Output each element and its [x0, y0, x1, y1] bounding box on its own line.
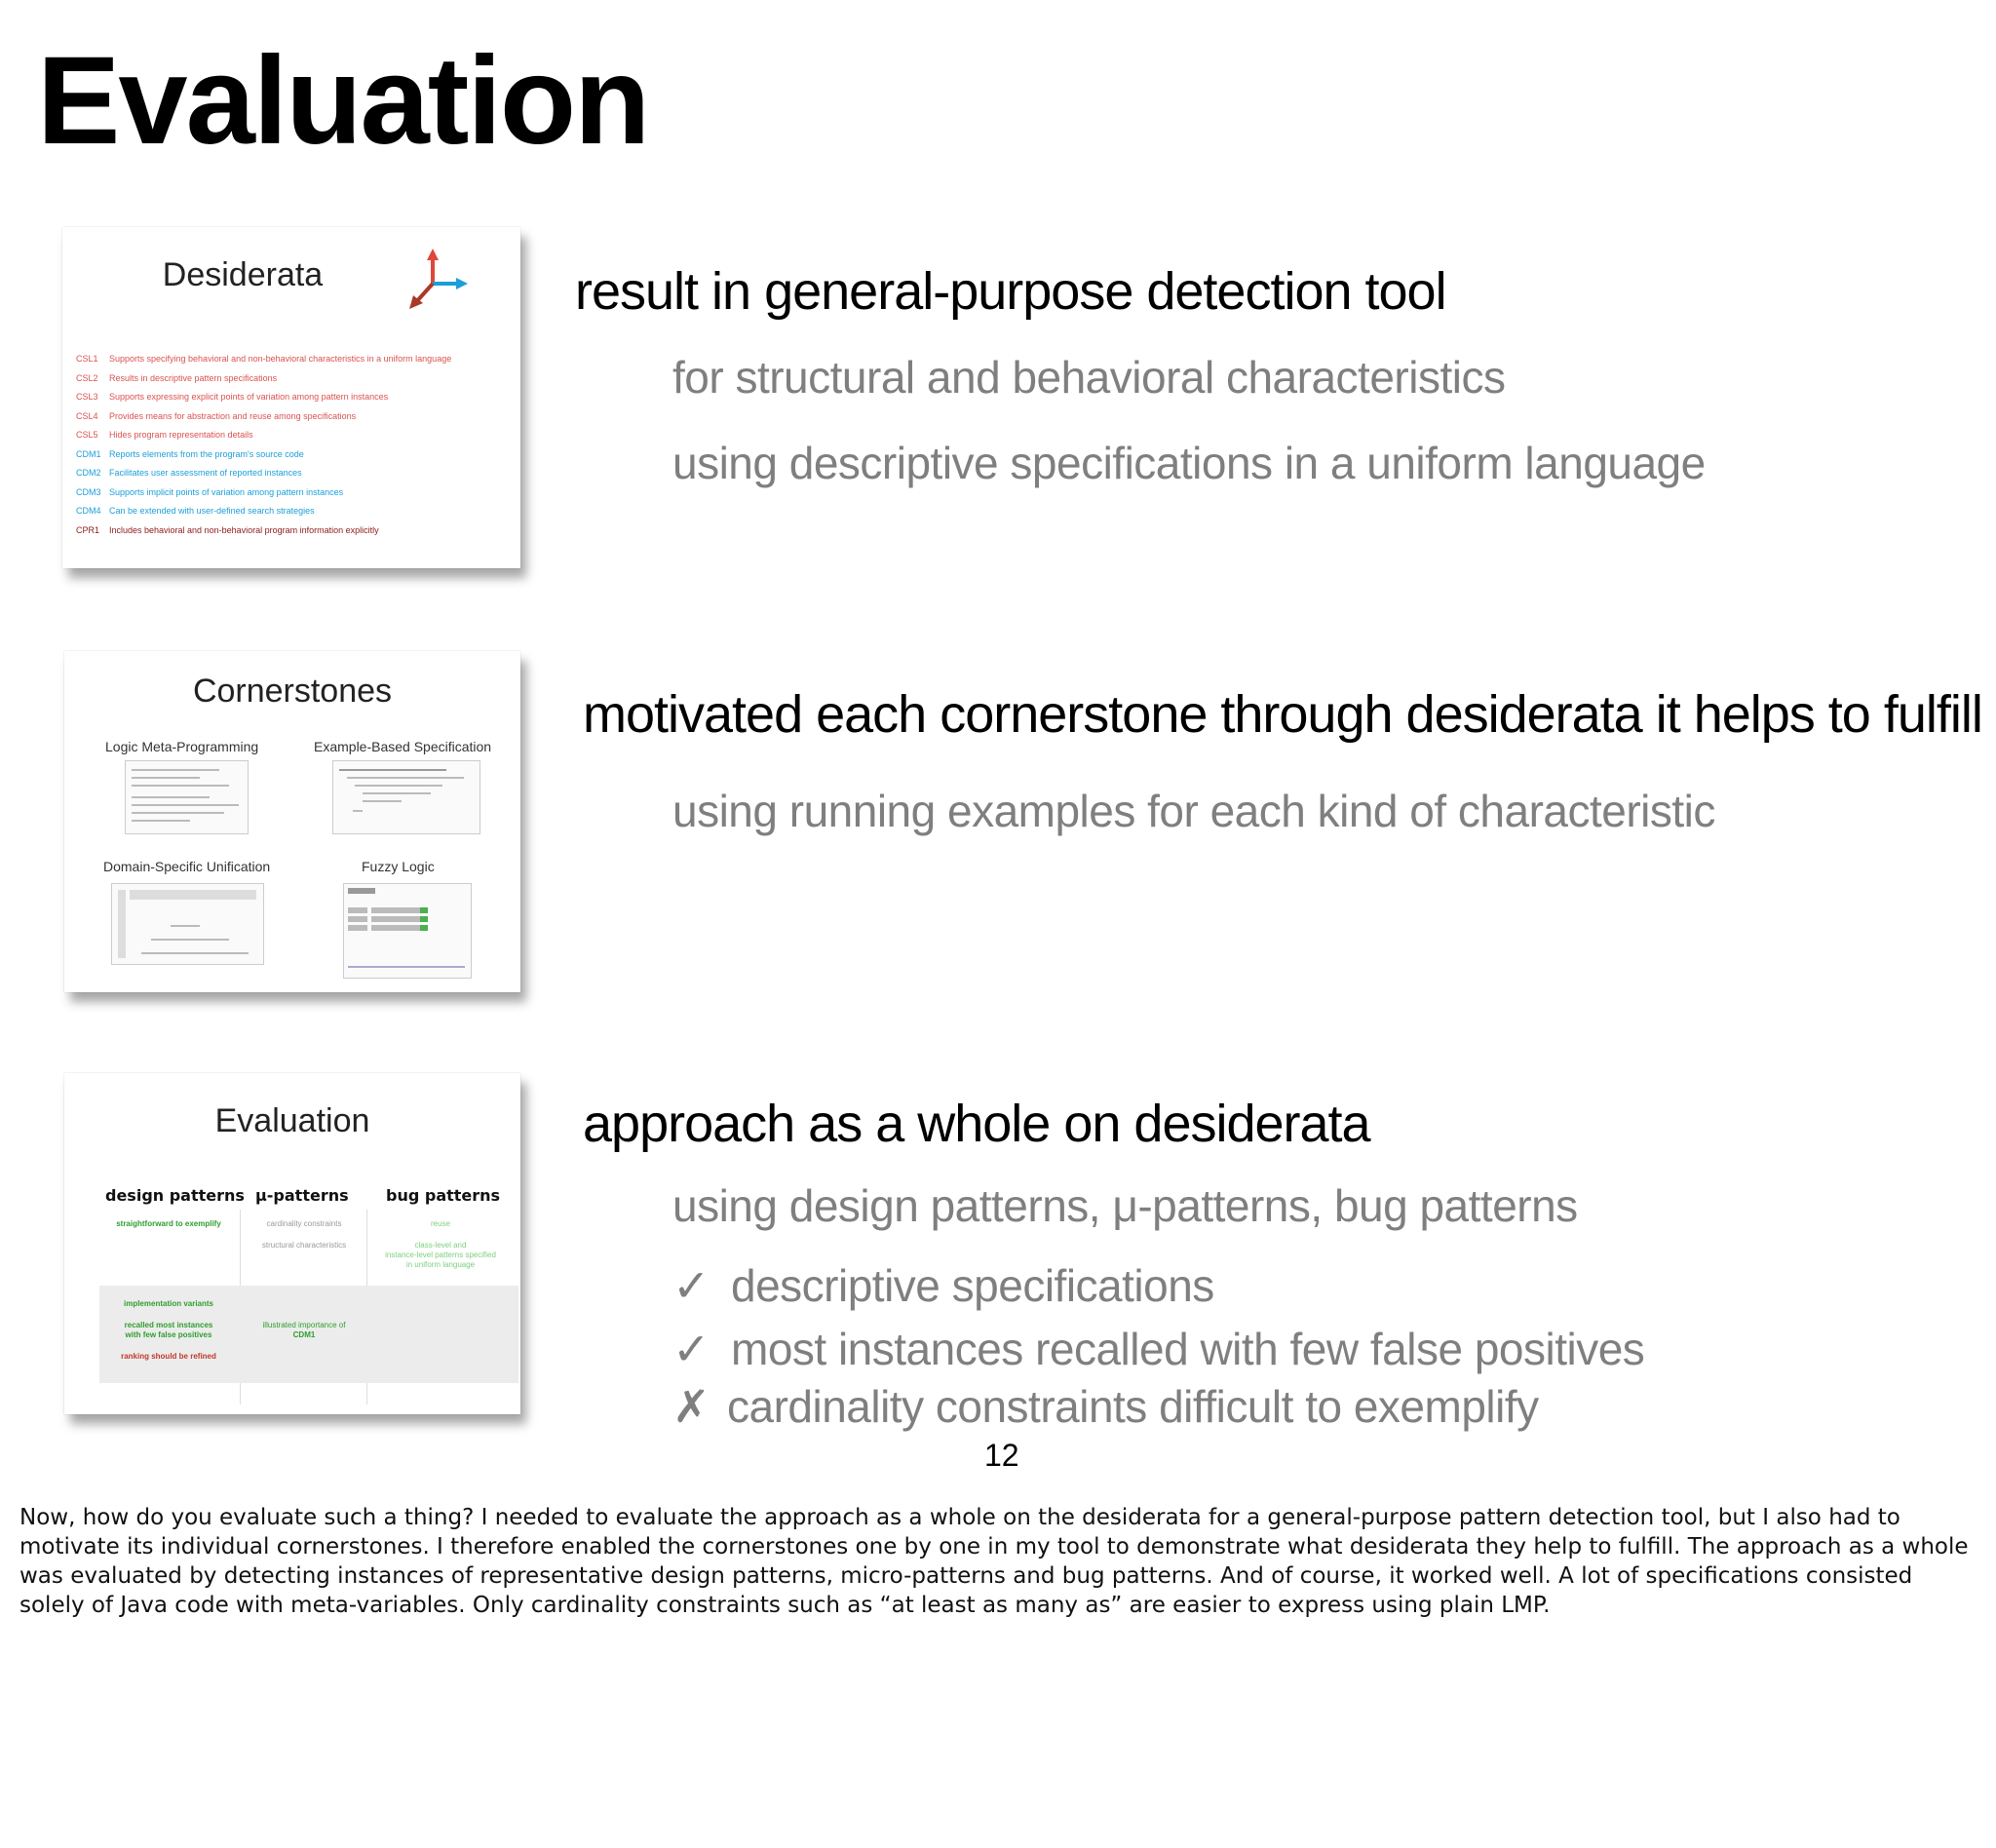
desiderata-row [76, 392, 511, 409]
desiderata-row [76, 430, 511, 447]
cell-text: CDM1 [292, 1330, 316, 1339]
desiderata-text: Supports expressing explicit points of variation among pattern instances [109, 392, 389, 402]
cell-text: straightforward to exemplify [116, 1219, 221, 1228]
desiderata-row [76, 487, 511, 505]
ebs-code-preview [332, 760, 480, 834]
checkmark-icon: ✓ [672, 1324, 710, 1374]
slide-title: Evaluation [37, 31, 649, 171]
thumbnail-cornerstones [64, 651, 520, 992]
cell-text: reuse [430, 1219, 450, 1228]
desiderata-id: CSL3 [76, 392, 98, 402]
desiderata-text: Results in descriptive pattern specifications [109, 372, 278, 383]
thumbnail-title: Desiderata [162, 256, 324, 293]
cell-text: in uniform language [405, 1260, 476, 1269]
column-bug-patterns: bug patterns [386, 1186, 501, 1205]
cornerstone-ebs-label: Example-Based Specification [314, 739, 492, 754]
axes-arrows-icon [403, 247, 472, 315]
checkmark-icon: ✓ [672, 1260, 710, 1311]
result-text: descriptive specifications [731, 1260, 1214, 1311]
column-micro-patterns: μ-patterns [255, 1186, 349, 1205]
section-2-sub-1: using running examples for each kind of characteristic [672, 786, 1715, 836]
cell-text: illustrated importance of [262, 1321, 346, 1329]
desiderata-text: Provides means for abstraction and reuse among specifications [109, 410, 357, 421]
thumbnail-title: Cornerstones [192, 673, 393, 710]
column-design-patterns: design patterns [105, 1186, 245, 1205]
thumbnail-title: Evaluation [214, 1102, 370, 1139]
section-1-heading: result in general-purpose detection tool [575, 262, 1446, 321]
desiderata-id: CSL5 [76, 430, 98, 440]
fuzzy-ui-preview [343, 883, 472, 979]
result-item [672, 1259, 1214, 1312]
desiderata-text: Reports elements from the program's source code [109, 448, 304, 459]
result-item [672, 1323, 1644, 1375]
result-item [672, 1380, 1539, 1433]
cell-text: implementation variants [123, 1299, 214, 1308]
cell-text: class-level and [414, 1241, 467, 1250]
desiderata-id: CDM4 [76, 506, 101, 516]
section-1-sub-2: using descriptive specifications in a uniform language [672, 438, 1706, 488]
cell-text: recalled most instances [124, 1321, 213, 1329]
desiderata-row [76, 411, 511, 429]
desiderata-id: CSL1 [76, 354, 98, 364]
cell-text: instance-level patterns specified [385, 1251, 496, 1259]
cross-mark-icon: ✗ [672, 1381, 710, 1432]
result-text: most instances recalled with few false positives [731, 1324, 1645, 1374]
desiderata-id: CDM2 [76, 468, 101, 478]
section-3-heading: approach as a whole on desiderata [583, 1095, 1370, 1153]
desiderata-id: CSL2 [76, 372, 98, 383]
speaker-notes: Now, how do you evaluate such a thing? I needed to evaluate the approach as a whole on the desiderata for a general-purpose pattern detection tool, but I also had to motivate its individual cornerstones. I therefore enabled the cornerstones one by one in my tool to demonstrate what desiderata they help to fulfill. The approach as a whole was evaluated by detecting instances of representative design patterns, micro-patterns and bug patterns. And of course, it worked well. A lot of specifications consisted solely of Java code with meta-variables. Only cardinality constraints such as “at least as many as” are easier to express using plain LMP. [19, 1505, 1969, 1618]
section-1-sub-1: for structural and behavioral characteristics [672, 352, 1506, 403]
lmp-code-preview [125, 760, 249, 834]
desiderata-text: Includes behavioral and non-behavioral program information explicitly [109, 524, 379, 535]
dsu-diagram-preview [111, 883, 264, 965]
desiderata-id: CPR1 [76, 524, 100, 535]
cornerstone-dsu-label: Domain-Specific Unification [103, 859, 271, 874]
section-3-sub-1: using design patterns, μ-patterns, bug patterns [672, 1180, 1578, 1231]
desiderata-row [76, 525, 511, 543]
cell-text: structural characteristics [261, 1241, 347, 1250]
thumbnail-desiderata [62, 227, 520, 568]
desiderata-row [76, 468, 511, 485]
cornerstone-lmp-label: Logic Meta-Programming [105, 739, 259, 754]
section-2-heading: motivated each cornerstone through desiderata it helps to fulfill [583, 685, 1982, 744]
desiderata-id: CSL4 [76, 410, 98, 421]
desiderata-text: Supports implicit points of variation among pattern instances [109, 486, 344, 497]
desiderata-id: CDM3 [76, 486, 101, 497]
cell-text: ranking should be refined [121, 1352, 216, 1361]
thumbnail-evaluation [64, 1073, 520, 1414]
desiderata-row [76, 449, 511, 467]
cell-text: cardinality constraints [266, 1219, 342, 1228]
cell-text: with few false positives [125, 1330, 212, 1339]
result-text: cardinality constraints difficult to exemplify [727, 1381, 1539, 1432]
desiderata-text: Supports specifying behavioral and non-behavioral characteristics in a uniform language [109, 354, 452, 364]
desiderata-row [76, 506, 511, 523]
desiderata-id: CDM1 [76, 448, 101, 459]
desiderata-row [76, 373, 511, 391]
desiderata-text: Hides program representation details [109, 430, 253, 440]
cornerstone-fuzzy-label: Fuzzy Logic [362, 859, 435, 874]
desiderata-row [76, 354, 511, 371]
page-number: 12 [984, 1438, 1019, 1473]
desiderata-text: Facilitates user assessment of reported instances [109, 468, 302, 478]
desiderata-text: Can be extended with user-defined search strategies [109, 506, 315, 516]
